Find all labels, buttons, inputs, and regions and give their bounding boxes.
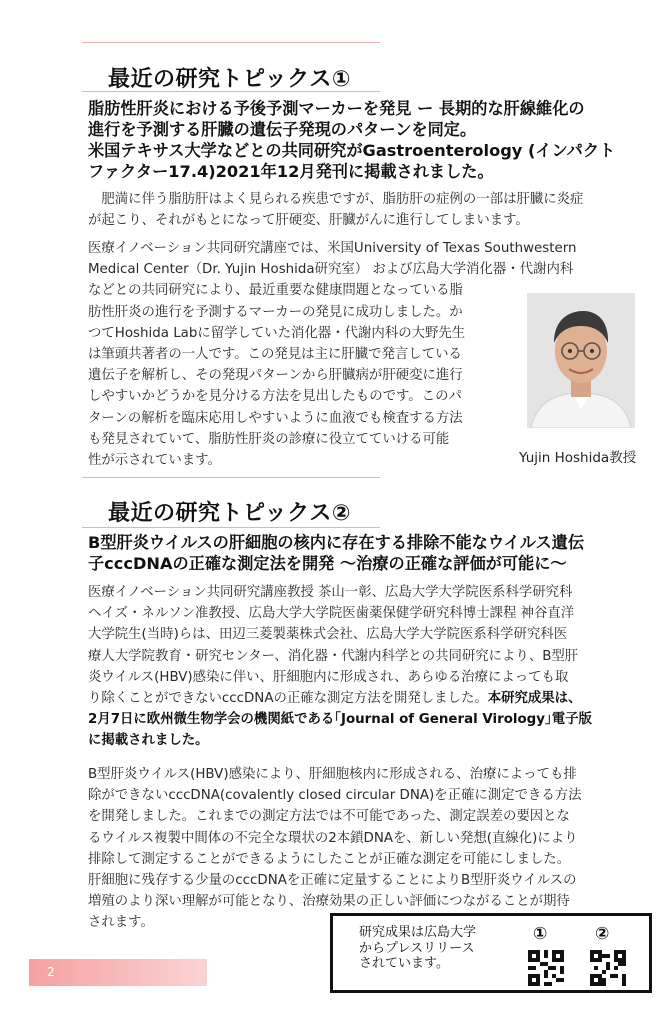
qr1-label: ①	[533, 924, 548, 944]
qr-code-1-icon[interactable]	[528, 950, 564, 986]
topic2-paragraph-2: B型肝炎ウイルス(HBV)感染により、肝細胞核内に形成される、治療によっても排 除ができないcccDNA(covalently closed circular DNA)を正確に測定できる方法 を開発しました。これまでの測定方法では不可能であった、測定誤差の要因とな るウイルス複製中間体の不完全な環状の2本鎖DNAを、新しい発想(直線化)により 排除して測定することができるようにしたことが正確な測定を可能にしました。 肝細胞に残存する少量のcccDNAを正確に定量することによりB型肝炎ウイルスの 増殖のより深い理解が可能となり、治療効果の正しい評価につながることが期待 されます。	[88, 767, 582, 931]
press-release-text: 研究成果は広島大学 からプレスリリース されています。	[359, 925, 477, 971]
publication-note: 2月7日に欧州微生物学会の機関紙である｢Journal of General Virology｣電子版	[88, 712, 592, 728]
topic2-paragraph-1: 医療イノベーション共同研究講座教授 茶山一彰、広島大学大学院医系科学研究科 ヘイズ・ネルソン准教授、広島大学大学院医歯薬保健学研究科博士課程 神谷直洋 大学院生(当時)らは、田辺三菱製薬株式会社、広島大学大学院医系科学研究科医 療人大学院教育・研究センター、消化器・代謝内科学との共同研究により、B型肝 炎ウイルス(HBV)感染に伴い、肝細胞内に形成され、あらゆる治療によっても取 り除くことができないcccDNAの正確な測定方法を開発しました。本研究成果は、 2月7日に欧州微生物学会の機関紙である｢Journal of General Virology｣電子版 に掲載されました。	[88, 585, 592, 749]
page-number-bar	[29, 959, 207, 986]
portrait-photo	[527, 293, 635, 428]
topic1-headline: 脂肪性肝炎における予後予測マーカーを発見 ー 長期的な肝線維化の 進行を予測する肝臓の遺伝子発現のパターンを同定。 米国テキサス大学などとの共同研究がGastroenterology (インパクト ファクター17.4)2021年12月発刊に掲載されました。	[88, 99, 616, 181]
portrait-illustration	[527, 293, 635, 428]
mid-divider	[82, 477, 380, 478]
publication-note-end: に掲載されました。	[88, 733, 209, 749]
qr-code-2-icon[interactable]	[590, 950, 626, 986]
page-number: 2	[47, 965, 55, 979]
topic1-title: 最近の研究トピックス①	[108, 67, 352, 92]
press-release-box	[330, 913, 652, 993]
portrait-caption: Yujin Hoshida教授	[519, 450, 637, 466]
topic2-title-underline	[82, 527, 380, 528]
qr2-label: ②	[595, 924, 610, 944]
topic1-intro: 肥満に伴う脂肪肝はよく見られる疾患ですが、脂肪肝の症例の一部は肝臓に炎症 が起こり、それがもとになって肝硬変、肝臓がんに進行してしまいます。	[88, 192, 584, 229]
publication-note-start: 本研究成果は、	[487, 691, 582, 707]
topic2-headline: B型肝炎ウイルスの肝細胞の核内に存在する排除不能なウイルス遺伝 子cccDNAの正確な測定法を開発 ～治療の正確な評価が可能に～	[88, 533, 585, 573]
topic2-title: 最近の研究トピックス②	[108, 501, 352, 526]
top-divider	[82, 42, 380, 43]
topic1-body: 医療イノベーション共同研究講座では、米国University of Texas Southwestern Medical Center（Dr. Yujin Hoshida研究室） および広島大学消化器・代謝内科 などとの共同研究により、最近重要な健康問題となっている脂 肪性肝炎の進行を予測するマーカーの発見に成功しました。か つてHoshida Labに留学していた消化器・代謝内科の大野先生 は筆頭共著者の一人です。この発見は主に肝臓で発言している 遺伝子を解析し、その発現パターンから肝臓病が肝硬変に進行 しやすいかどうかを見分ける方法を見出したものです。このパ ターンの解析を臨床応用しやすいように血液でも検査する方法 も発見されていて、脂肪性肝炎の診療に役立てていける可能 性が示されています。	[88, 241, 577, 469]
